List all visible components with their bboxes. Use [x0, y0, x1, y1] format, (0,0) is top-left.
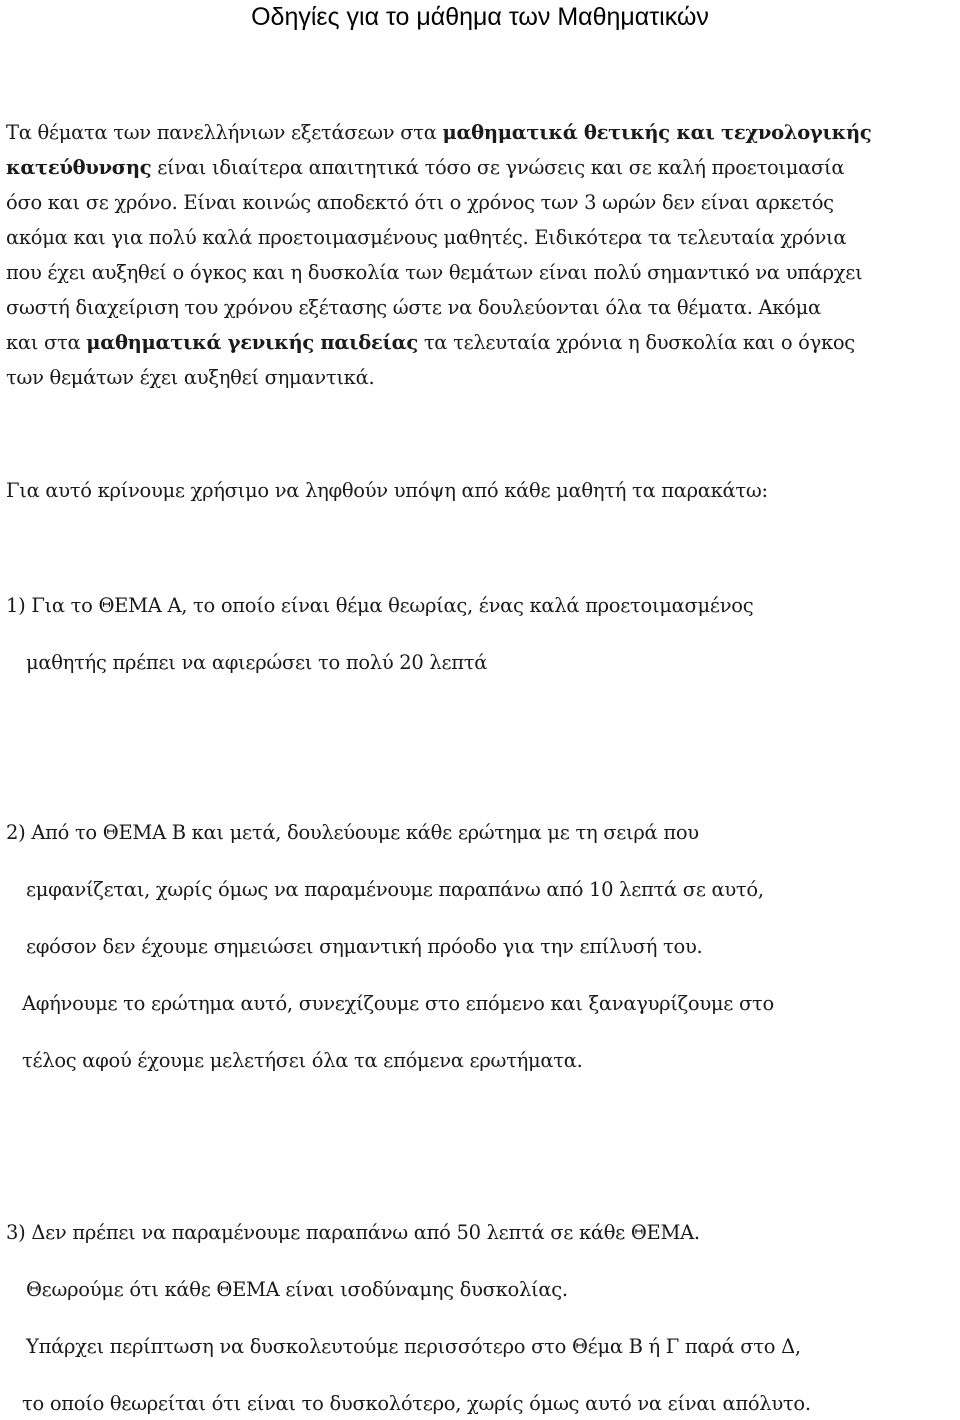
- intro-text: είναι ιδιαίτερα απαιτητικά τόσο σε γνώσεις και σε καλή προετοιμασία: [151, 156, 845, 179]
- item-1-line-1: 1) Για το ΘΕΜΑ Α, το οποίο είναι θέμα θεωρίας, ένας καλά προετοιμασμένος: [6, 594, 754, 617]
- intro-bold-term: μαθηματικά γενικής παιδείας: [86, 331, 418, 354]
- item-3-line-1: 3) Δεν πρέπει να παραμένουμε παραπάνω από 50 λεπτά σε κάθε ΘΕΜΑ.: [6, 1221, 700, 1244]
- page-title: Οδηγίες για το μάθημα των Μαθηματικών: [251, 3, 709, 31]
- intro-line-1: [6, 120, 871, 146]
- item-2-line-5: τέλος αφού έχουμε μελετήσει όλα τα επόμενα ερωτήματα.: [22, 1049, 583, 1072]
- item-3-line-3: Υπάρχει περίπτωση να δυσκολευτούμε περισσότερο στο Θέμα Β ή Γ παρά στο Δ,: [26, 1335, 801, 1358]
- intro-text: Τα θέματα των πανελλήνιων εξετάσεων στα: [6, 121, 443, 144]
- item-2-line-2: εμφανίζεται, χωρίς όμως να παραμένουμε παραπάνω από 10 λεπτά σε αυτό,: [26, 878, 764, 901]
- item-2-line-4: Αφήνουμε το ερώτημα αυτό, συνεχίζουμε στο επόμενο και ξαναγυρίζουμε στο: [22, 992, 774, 1015]
- lead-line: Για αυτό κρίνουμε χρήσιμο να ληφθούν υπόψη από κάθε μαθητή τα παρακάτω:: [6, 479, 768, 502]
- intro-text: και στα: [6, 331, 87, 354]
- intro-line-6: σωστή διαχείριση του χρόνου εξέτασης ώστε να δουλεύονται όλα τα θέματα. Ακόμα: [6, 296, 821, 319]
- intro-text: τα τελευταία χρόνια η δυσκολία και ο όγκος: [417, 331, 855, 354]
- item-1-line-2: μαθητής πρέπει να αφιερώσει το πολύ 20 λεπτά: [26, 651, 488, 674]
- intro-line-5: που έχει αυξηθεί ο όγκος και η δυσκολία των θεμάτων είναι πολύ σημαντικό να υπάρχει: [6, 261, 863, 284]
- intro-bold-term: κατεύθυνσης: [6, 156, 152, 179]
- item-3-line-4: το οποίο θεωρείται ότι είναι το δυσκολότερο, χωρίς όμως αυτό να είναι απόλυτο.: [22, 1392, 811, 1415]
- item-2-line-1: 2) Από το ΘΕΜΑ Β και μετά, δουλεύουμε κάθε ερώτημα με τη σειρά που: [6, 821, 699, 844]
- item-2-line-3: εφόσον δεν έχουμε σημειώσει σημαντική πρόοδο για την επίλυσή του.: [26, 935, 703, 958]
- intro-line-2: [6, 155, 844, 181]
- intro-line-3: όσο και σε χρόνο. Είναι κοινώς αποδεκτό ότι ο χρόνος των 3 ωρών δεν είναι αρκετός: [6, 191, 834, 214]
- intro-line-8: των θεμάτων έχει αυξηθεί σημαντικά.: [6, 366, 375, 389]
- intro-bold-term: μαθηματικά θετικής και τεχνολογικής: [442, 121, 872, 144]
- intro-line-4: ακόμα και για πολύ καλά προετοιμασμένους μαθητές. Ειδικότερα τα τελευταία χρόνια: [6, 226, 847, 249]
- intro-line-7: [6, 330, 855, 356]
- item-3-line-2: Θεωρούμε ότι κάθε ΘΕΜΑ είναι ισοδύναμης δυσκολίας.: [26, 1278, 568, 1301]
